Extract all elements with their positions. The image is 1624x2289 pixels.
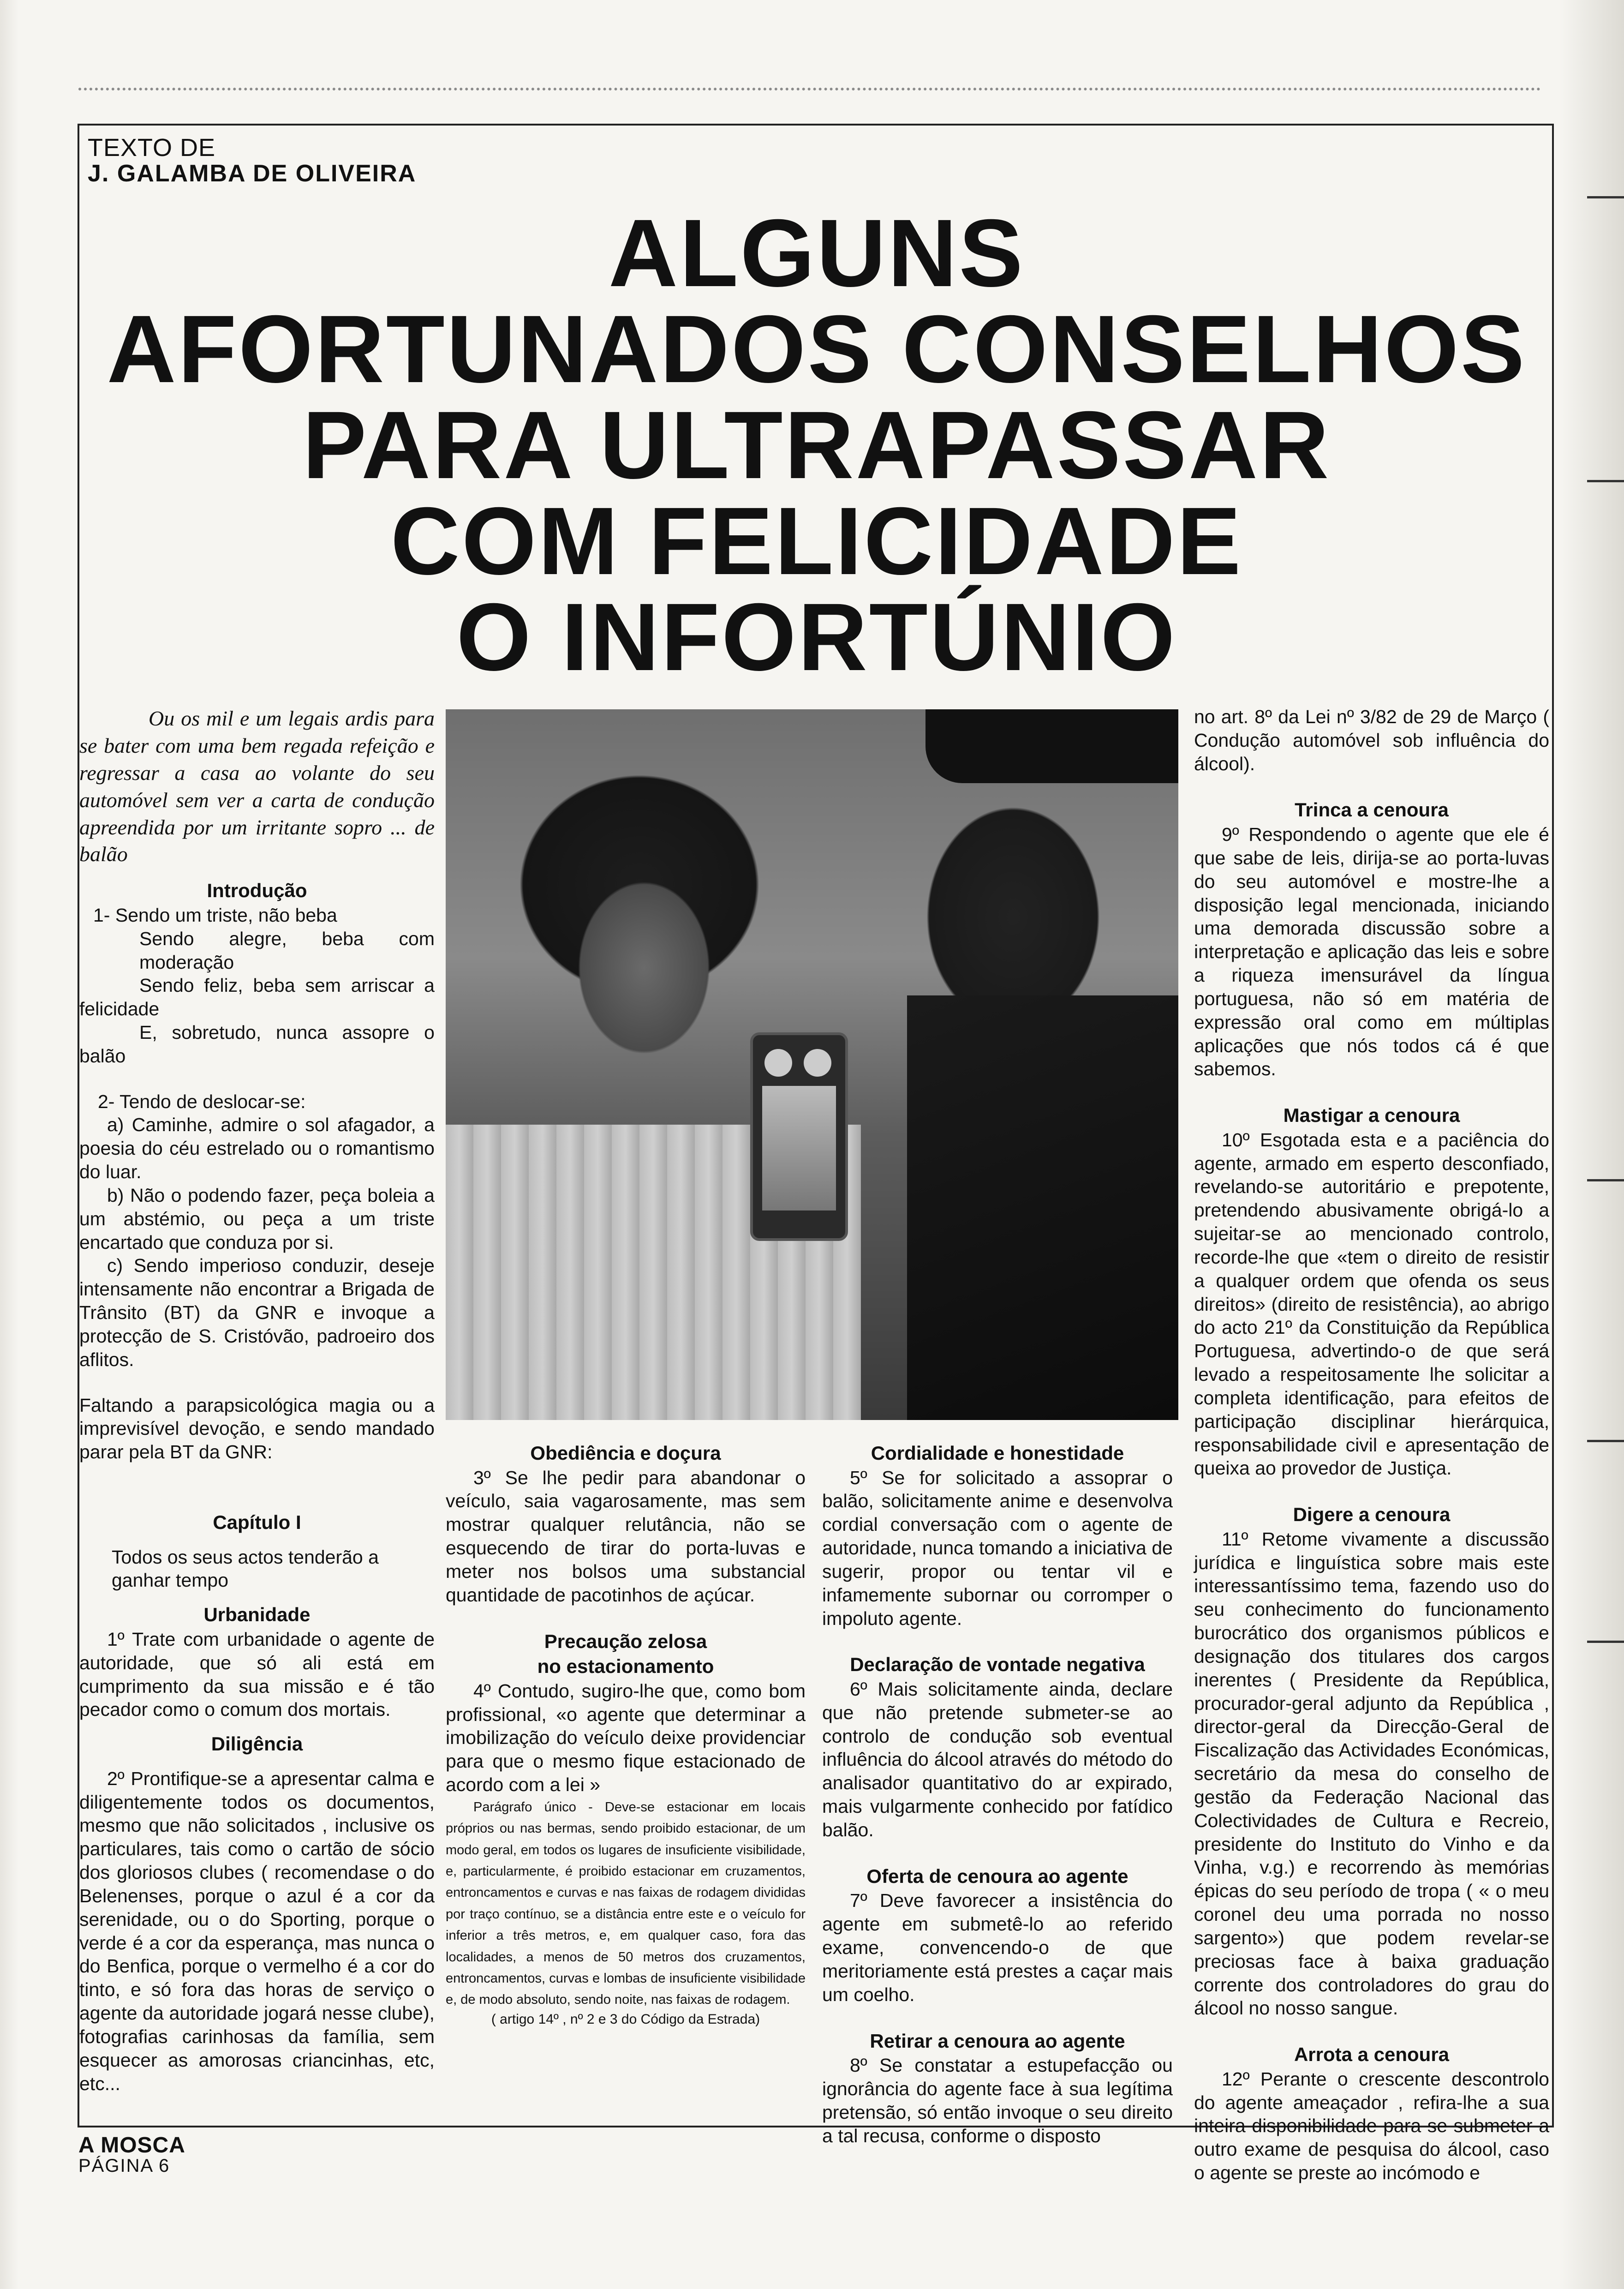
section-heading: Declaração de vontade negativa — [850, 1654, 1145, 1676]
headline-line: ALGUNS — [608, 200, 1025, 307]
column-2 — [446, 1441, 806, 2028]
paragraph: E, sobretudo, nunca assopre o balão — [79, 1021, 435, 1067]
section-heading: Diligência — [211, 1733, 303, 1755]
news-photo — [446, 709, 1178, 1420]
headline-line: O INFORTÚNIO — [456, 584, 1177, 691]
column-4 — [1194, 705, 1549, 2185]
paragraph: 10º Esgotada esta e a paciência do agente, armado em esperto desconfiado, revelando-se autoritário e prepotente, pretendendo abusivamente obrigá-lo a sujeitar-se ao mencionado controlo, recorde-lhe que «tem o direito de resistir a qualquer ordem que ofenda os seus direitos» (direito de resistência), ao abrigo do acto 21º da Constituição da República Portuguesa, advertindo-o de que será levado a respeitosamente lhe solicitar a completa identificação, para efeitos de participação disciplinar hierárquica, responsabilidade civil e apresentação de queixa ao provedor de Justiça. — [1194, 1129, 1549, 1479]
paragraph: 1º Trate com urbanidade o agente de autoridade, que só ali está em cumprimento da sua missão e é tão pecador como o comum dos mortais. — [79, 1628, 435, 1720]
paragraph: 8º Se constatar a estupefacção ou ignorância do agente face à sua legítima pretensão, só então invoque o seu direito a tal recusa, conforme o disposto — [822, 2055, 1173, 2146]
column-3 — [822, 1441, 1173, 2147]
paragraph: no art. 8º da Lei nº 3/82 de 29 de Março ( Condução automóvel sob influência do álcool). — [1194, 706, 1549, 774]
headline-line: PARA ULTRAPASSAR — [302, 392, 1331, 499]
paragraph: Faltando a parapsicológica magia ou a imprevisível devoção, e sendo mandado parar pela BT da GNR: — [79, 1394, 435, 1463]
paragraph: 11º Retome vivamente a discussão jurídica e linguística sobre mais este interessantíssimo tema, fazendo uso do seu conhecimento do funcionamento burocrático dos organismos públicos e designação dos titulares dos cargos inerentes ( Presidente da República, procurador-geral adjunto da República , director-geral da Direcção-Geral de Fiscalização das Actividades Económicas, secretário da mesa do conselho de gestão da Federação Nacional das Colectividades de Cultura e Recreio, presidente do Instituto do Vinho e da Vinha, v.g.) e recorrendo às memórias épicas do seu período de tropa ( « o meu coronel deu uma porrada no nosso sargento») que podem revelar-se preciosas face à baixa graduação corrente dos controladores do grau do álcool no nosso sangue. — [1194, 1528, 1549, 2019]
byline — [88, 135, 416, 186]
headline-line: COM FELICIDADE — [390, 488, 1243, 595]
byline-author: J. GALAMBA DE OLIVEIRA — [88, 160, 417, 187]
paragraph: 6º Mais solicitamente ainda, declare que não pretende submeter-se ao controlo de condução sob eventual influência do álcool através do método do analisador quantitativo do ar expirado, mais vulgarmente conhecido por fatídico balão. — [822, 1678, 1173, 1840]
section-heading: Cordialidade e honestidade — [871, 1442, 1124, 1464]
paragraph: a) Caminhe, admire o sol afagador, a poesia do céu estrelado ou o romantismo do luar. — [79, 1114, 435, 1183]
section-heading: Retirar a cenoura ao agente — [870, 2030, 1125, 2052]
paragraph: 3º Se lhe pedir para abandonar o veículo, saia vagarosamente, mas sem mostrar qualquer relutância, não se esquecendo de tirar do porta-luvas e meter nos bolsos uma substancial quantidade de pacotinhos de açúcar. — [446, 1467, 806, 1606]
section-heading: Obediência e doçura — [530, 1442, 721, 1464]
paragraph: 7º Deve favorecer a insistência do agente em submetê-lo ao referido exame, convencendo-o de que meritoriamente está prestes a caçar mais um coelho. — [822, 1890, 1173, 2005]
section-heading: Precaução zelosa — [544, 1630, 707, 1652]
page-footer — [78, 2134, 185, 2175]
officer-uniform — [907, 995, 1178, 1420]
paragraph: 2- Tendo de deslocar-se: — [98, 1091, 306, 1112]
lede-text: Ou os mil e um legais ardis para se bater com uma bem regada refeição e regressar a casa ao volante do seu automóvel sem ver a carta de condução apreendida por um irritante sopro ... de balão — [79, 707, 435, 866]
headline — [88, 200, 1546, 691]
page-number: PÁGINA 6 — [78, 2156, 170, 2176]
section-heading: Arrota a cenoura — [1294, 2043, 1450, 2066]
section-heading: Introdução — [207, 880, 307, 902]
paragraph: 9º Respondendo o agente que ele é que sabe de leis, dirija-se ao porta-luvas do seu automóvel e mostre-lhe a disposição legal mencionada, iniciando uma demorada discussão sobre a interpretação e aplicação das leis e sobre a riqueza imensurável da língua portuguesa, não só em matéria de expressão oral como em múltiplas aplicações que nós todos cá é que sabemos. — [1194, 824, 1549, 1080]
section-heading: no estacionamento — [537, 1655, 714, 1678]
paragraph: c) Sendo imperioso conduzir, deseje intensamente não encontrar a Brigada de Trânsito (BT) da GNR e invoque a protecção de S. Cristóvão, padroeiro dos aflitos. — [79, 1255, 435, 1370]
paragraph: Sendo alegre, beba com moderação — [139, 928, 435, 973]
paragraph: Todos os seus actos tenderão a ganhar tempo — [112, 1546, 379, 1591]
paragraph: b) Não o podendo fazer, peça boleia a um abstémio, ou peça a um triste encartado que conduza por si. — [79, 1184, 435, 1253]
paragraph: Sendo feliz, beba sem arriscar a felicidade — [79, 975, 435, 1020]
paragraph: 2º Prontifique-se a apresentar calma e diligentemente todos os documentos, mesmo que não solicitados , inclusive os particulares, tais como o cartão de sócio dos gloriosos clubes ( recomendase o do Belenenses, porque o azul é a cor da serenidade, ou o do Sporting, porque o verde é a cor da esperança, mas nunca o do Benfica, porque o vermelho é a cor do tinto, e só fora das horas de serviço o agente da autoridade jogará nesse clube), fotografias carinhosas da família, sem esquecer as amorosas criancinhas, etc, etc... — [79, 1768, 435, 2094]
column-1 — [79, 705, 435, 2095]
breathalyzer-device — [750, 1032, 848, 1241]
paragraph: 5º Se for solicitado a assoprar o balão, solicitamente anime e desenvolva cordial conversação com o agente de autoridade, nunca tomando a iniciativa de sugerir, propor ou tentar vil e infamemente subornar ou corromper o impoluto agente. — [822, 1467, 1173, 1629]
paragraph: 1- Sendo um triste, não beba — [93, 904, 337, 926]
headline-line: AFORTUNADOS CONSELHOS — [107, 296, 1527, 403]
legal-footnote: Parágrafo único - Deve-se estacionar em locais próprios ou nas bermas, sendo proibido estacionar, de um modo geral, em todos os lugares de insuficiente visibilidade, e, particularmente, é proibido estacionar em cruzamentos, entroncamentos e curvas e nas faixas de rodagem divididas por traço contínuo, se a distância entre este e o veículo for inferior a três metros, e, em qualquer caso, fora das localidades, a menos de 50 metros dos cruzamentos, entroncamentos, curvas e lombas de insuficiente visibilidade e, de modo absoluto, sendo noite, nas faixas de rodagem. — [446, 1799, 806, 2007]
section-heading: Mastigar a cenoura — [1283, 1104, 1460, 1127]
section-heading: Trinca a cenoura — [1295, 799, 1449, 821]
byline-label: TEXTO DE — [88, 134, 216, 162]
officer-cap — [925, 709, 1178, 783]
section-heading: Digere a cenoura — [1293, 1504, 1451, 1526]
paragraph: 4º Contudo, sugiro-lhe que, como bom profissional, «o agente que determinar a imobilização do veículo deixe providenciar para que o mesmo fique estacionado de acordo com a lei » — [446, 1680, 806, 1796]
publication-name: A MOSCA — [78, 2133, 185, 2157]
paragraph: 12º Perante o crescente descontrolo do agente ameaçador , refira-lhe a sua inteira disponibilidade para se submeter a outro exame de pesquisa do álcool, caso o agente se preste ao incómodo e — [1194, 2068, 1549, 2184]
lede — [79, 705, 435, 868]
section-heading: Oferta de cenoura ao agente — [866, 1865, 1128, 1887]
top-dotted-rule — [78, 88, 1541, 90]
legal-citation: ( artigo 14º , nº 2 e 3 do Código da Estrada) — [491, 2011, 760, 2027]
chapter-heading: Capítulo I — [213, 1511, 301, 1534]
section-heading: Urbanidade — [203, 1604, 310, 1626]
